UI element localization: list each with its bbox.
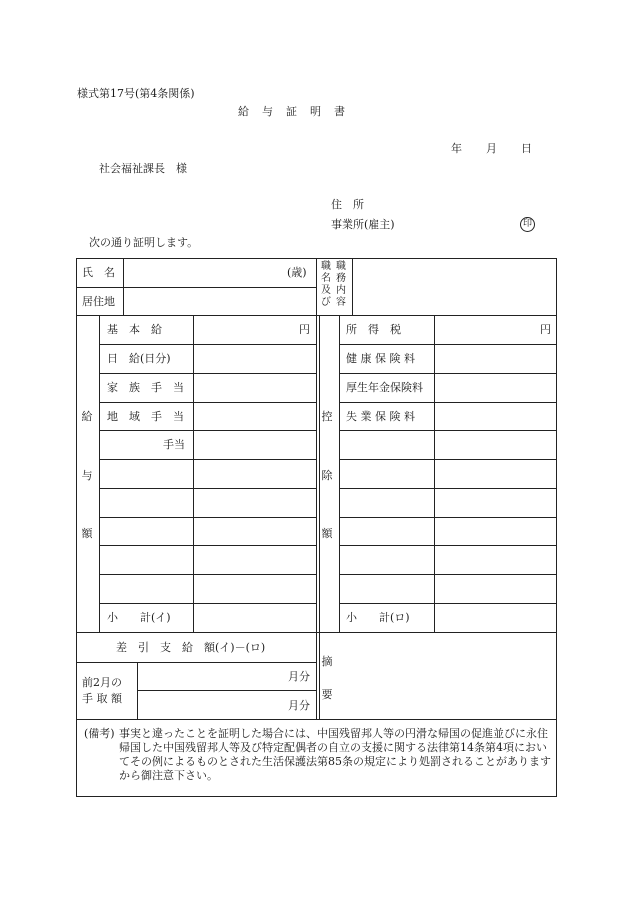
rule	[99, 488, 316, 489]
pay-item-daily: 日 給(日分)	[107, 352, 171, 365]
intro-text: 次の通り証明します。	[89, 236, 199, 249]
rule	[76, 796, 557, 797]
pay-section-label-2: 与	[81, 469, 93, 482]
rule	[76, 719, 557, 720]
rule	[76, 662, 317, 663]
deduction-section-label-2: 除	[321, 469, 333, 482]
rule	[339, 430, 556, 431]
rule	[99, 545, 316, 546]
date-day: 日	[521, 142, 532, 155]
remarks-label: (備考)	[84, 727, 115, 740]
notes-label-1: 摘	[321, 655, 333, 668]
name-label: 氏 名	[82, 266, 115, 279]
rule	[99, 603, 316, 604]
rule	[99, 517, 316, 518]
addressee: 社会福祉課長 様	[99, 162, 187, 175]
pay-item-regional: 地 域 手 当	[107, 410, 184, 423]
prev-month-unit-2: 月分	[288, 699, 310, 712]
rule	[99, 430, 316, 431]
rule	[99, 459, 316, 460]
pay-section-label-1: 給	[81, 410, 93, 423]
deduction-subtotal: 小 計(ロ)	[346, 611, 410, 624]
rule	[339, 488, 556, 489]
deduction-currency: 円	[540, 323, 551, 336]
rule	[99, 402, 316, 403]
rule	[339, 574, 556, 575]
rule	[319, 315, 320, 719]
rule	[99, 344, 316, 345]
prev-months-label-1: 前2月の	[82, 676, 122, 689]
deduction-section-label-1: 控	[321, 410, 333, 423]
rule	[556, 258, 557, 796]
rule	[76, 287, 317, 288]
rule	[76, 258, 77, 796]
rule	[339, 517, 556, 518]
notes-label-2: 要	[321, 688, 333, 701]
pay-currency: 円	[299, 323, 310, 336]
pay-item-allowance: 手当	[163, 438, 185, 451]
rule	[352, 258, 353, 315]
pay-section-label-3: 額	[81, 527, 93, 540]
rule	[123, 258, 124, 315]
employer-label: 事業所(雇主)	[331, 218, 395, 231]
deduction-item-health: 健 康 保 険 料	[346, 352, 415, 365]
residence-label: 居住地	[82, 295, 115, 308]
rule	[193, 315, 194, 632]
rule	[99, 373, 316, 374]
deduction-section-label-3: 額	[321, 527, 333, 540]
address-label: 住 所	[331, 198, 364, 211]
rule	[137, 690, 316, 691]
job-label-col2: 職務内容	[336, 261, 346, 308]
remarks-text: 事実と違ったことを証明した場合には、中国残留邦人等の円滑な帰国の促進並びに永住帰国した中国残留邦人等及び特定配偶者の自立の支援に関する法律第14条第4項においてその例によるものとされた生活保護法第85条の規定により処罰されることがありますから御注意下さい。	[119, 727, 551, 782]
page-title: 給 与 証 明 書	[238, 105, 346, 118]
prev-month-unit-1: 月分	[288, 670, 310, 683]
rule	[99, 574, 316, 575]
rule	[339, 402, 556, 403]
pay-subtotal: 小 計(イ)	[107, 611, 171, 624]
date-month: 月	[486, 142, 497, 155]
rule	[339, 344, 556, 345]
rule	[339, 459, 556, 460]
prev-months-label-2: 手 取 額	[82, 692, 122, 705]
pay-item-base: 基 本 給	[107, 323, 162, 336]
rule	[339, 373, 556, 374]
rule	[339, 603, 556, 604]
rule	[316, 258, 317, 719]
deduction-item-unemployment: 失 業 保 険 料	[346, 410, 415, 423]
job-label-col1: 職名及び	[321, 261, 331, 308]
date-year: 年	[451, 142, 462, 155]
rule	[339, 545, 556, 546]
seal-mark: 印	[520, 217, 535, 232]
form-number: 様式第17号(第4条関係)	[77, 87, 195, 100]
rule	[99, 315, 100, 632]
deduction-item-pension: 厚生年金保険料	[346, 381, 423, 394]
net-pay-label: 差 引 支 給 額(イ)－(ロ)	[116, 641, 266, 654]
deduction-item-income-tax: 所 得 税	[346, 323, 401, 336]
rule	[434, 315, 435, 632]
pay-item-family: 家 族 手 当	[107, 381, 184, 394]
rule	[339, 315, 340, 632]
age-unit: (歳)	[287, 266, 307, 279]
